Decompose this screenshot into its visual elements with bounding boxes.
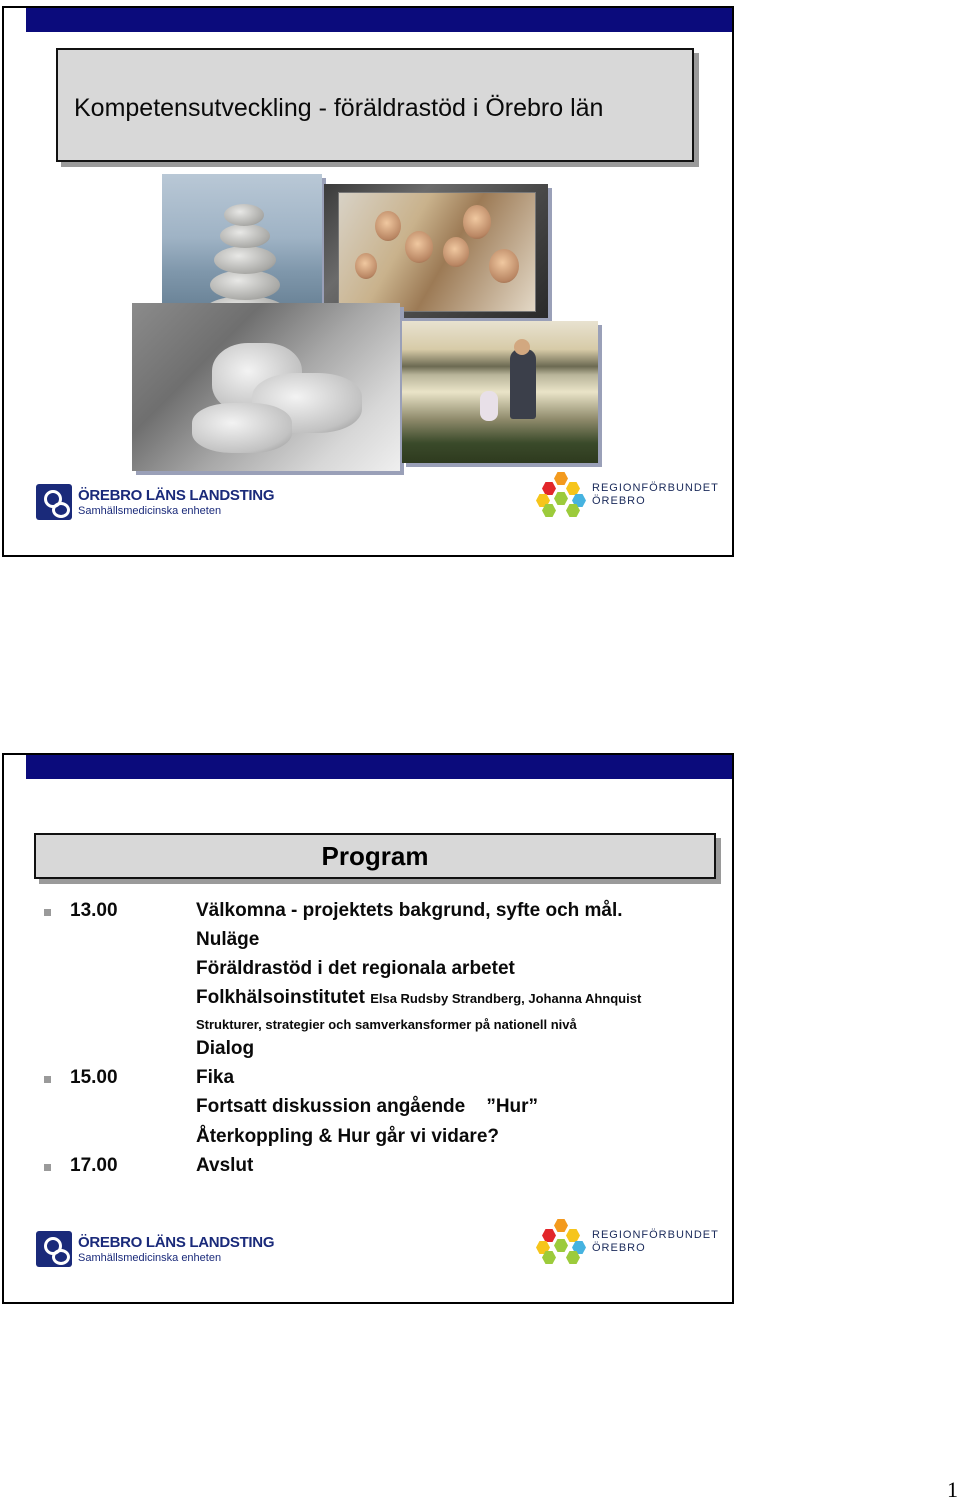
- lake-sunset-photo: [402, 321, 598, 463]
- hexagon-cluster-icon: [536, 1219, 586, 1265]
- program-item: Föräldrastöd i det regionala arbetet: [196, 958, 515, 979]
- slide-top-bar: [26, 8, 732, 32]
- program-time: 17.00: [70, 1155, 118, 1176]
- program-item: Nuläge: [196, 929, 260, 950]
- bullet-icon: [44, 1164, 51, 1171]
- program-item: Folkhälsoinstitutet Elsa Rudsby Strandberg, Johanna Ahnquist: [196, 987, 642, 1008]
- program-item: Fika: [196, 1067, 235, 1088]
- hexagon-cluster-icon: [536, 472, 586, 518]
- landsting-emblem-icon: [36, 484, 72, 520]
- slide-top-bar: [26, 755, 732, 779]
- bullet-icon: [44, 1076, 51, 1083]
- regionforbundet-logo: REGIONFÖRBUNDET ÖREBRO: [536, 472, 719, 518]
- program-item: Fortsatt diskussion angående ”Hur”: [196, 1096, 539, 1117]
- slide-title: Kompetensutveckling - föräldrastöd i Örebro län: [74, 94, 604, 122]
- program-time: 13.00: [70, 900, 118, 921]
- regionforbundet-logo: REGIONFÖRBUNDET ÖREBRO: [536, 1219, 719, 1265]
- speaker-names: Elsa Rudsby Strandberg, Johanna Ahnquist: [370, 991, 642, 1006]
- slide-1: [2, 6, 734, 557]
- landsting-emblem-icon: [36, 1231, 72, 1267]
- program-item: Återkoppling & Hur går vi vidare?: [196, 1126, 499, 1147]
- bullet-icon: [44, 909, 51, 916]
- slide-title-box: [34, 833, 716, 879]
- slide-title: Program: [321, 841, 429, 871]
- hands-photo: [132, 303, 400, 471]
- slide-2: [2, 753, 734, 1304]
- program-time: 15.00: [70, 1067, 118, 1088]
- page-number: 1: [947, 1477, 958, 1502]
- slide-title-box: [56, 48, 694, 162]
- program-item: Strukturer, strategier och samverkansformer på nationell nivå: [196, 1017, 577, 1032]
- family-puzzle-photo: [324, 184, 548, 318]
- program-item: Välkomna - projektets bakgrund, syfte och mål.: [196, 900, 623, 921]
- program-item: Dialog: [196, 1038, 255, 1059]
- program-item: Avslut: [196, 1155, 254, 1176]
- orebro-lans-landsting-logo: ÖREBRO LÄNS LANDSTING Samhällsmedicinska enheten: [36, 1231, 274, 1267]
- orebro-lans-landsting-logo: ÖREBRO LÄNS LANDSTING Samhällsmedicinska enheten: [36, 484, 274, 520]
